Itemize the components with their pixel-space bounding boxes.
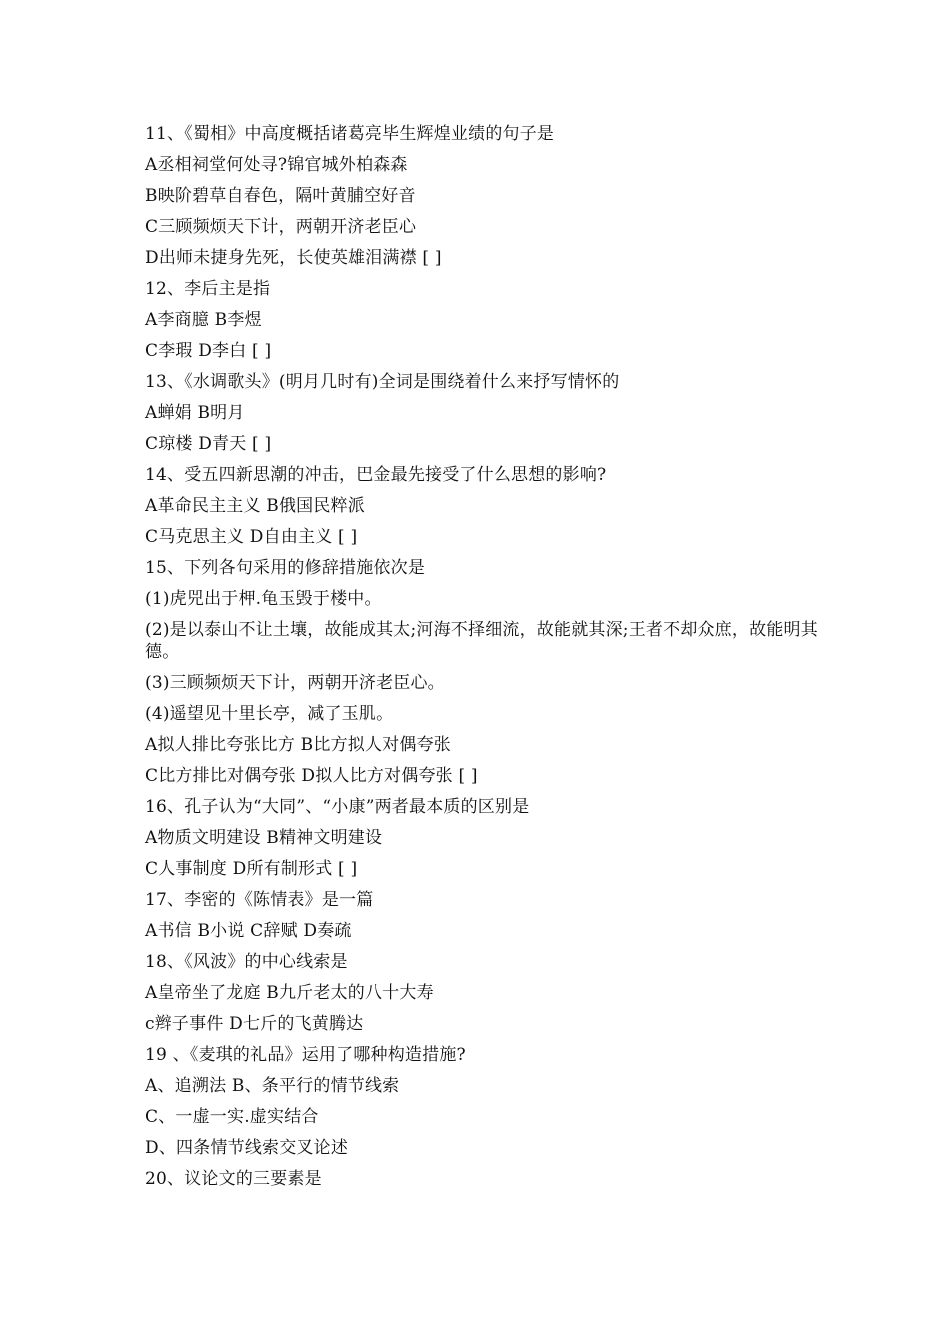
question-11: 11、《蜀相》中高度概括诸葛亮毕生辉煌业绩的句子是: [145, 124, 555, 144]
question-19: 19 、《麦琪的礼品》运用了哪种构造措施?: [145, 1045, 466, 1065]
question-17: 17、李密的《陈情表》是一篇: [145, 890, 374, 910]
question-13: 13、《水调歌头》(明月几时有)全词是围绕着什么来抒写情怀的: [145, 372, 620, 392]
sentence-line: (1)虎兕出于柙.龟玉毁于楼中。: [145, 589, 382, 609]
question-14: 14、受五四新思潮的冲击，巴金最先接受了什么思想的影响?: [145, 465, 607, 485]
sentence-line: (4)遥望见十里长亭，减了玉肌。: [145, 704, 394, 724]
question-16: 16、孔子认为“大同”、“小康”两者最本质的区别是: [145, 797, 530, 817]
option-line: A革命民主主义 B俄国民粹派: [145, 496, 365, 516]
option-line: C李瑕 D李白 [ ]: [145, 341, 272, 361]
question-18: 18、《风波》的中心线索是: [145, 952, 348, 972]
option-line: C马克思主义 D自由主义 [ ]: [145, 527, 358, 547]
sentence-line: (3)三顾频烦天下计，两朝开济老臣心。: [145, 673, 445, 693]
option-line: c辫子事件 D七斤的飞黄腾达: [145, 1014, 364, 1034]
option-line: A李商臆 B李煜: [145, 310, 262, 330]
question-20: 20、议论文的三要素是: [145, 1169, 322, 1189]
option-line: A蝉娟 B明月: [145, 403, 245, 423]
option-line: D出师未捷身先死，长使英雄泪满襟 [ ]: [145, 248, 442, 268]
option-line: C人事制度 D所有制形式 [ ]: [145, 859, 358, 879]
option-line: C琼楼 D青天 [ ]: [145, 434, 272, 454]
option-line: A物质文明建设 B精神文明建设: [145, 828, 383, 848]
option-line: B映阶碧草自春色，隔叶黄脯空好音: [145, 186, 416, 206]
question-12: 12、李后主是指: [145, 279, 271, 299]
option-line: A皇帝坐了龙庭 B九斤老太的八十大寿: [145, 983, 434, 1003]
question-15: 15、下列各句采用的修辞措施依次是: [145, 558, 426, 578]
option-line: C比方排比对偶夸张 D拟人比方对偶夸张 [ ]: [145, 766, 478, 786]
sentence-line: (2)是以泰山不让土壤，故能成其太;河海不择细流，故能就其深;王者不却众庶，故能明其德。: [145, 620, 818, 662]
question-list: [145, 123, 835, 1199]
option-line: D、四条情节线索交叉论述: [145, 1138, 349, 1158]
option-line: A丞相祠堂何处寻?锦官城外柏森森: [145, 155, 408, 175]
option-line: A书信 B小说 C辞赋 D奏疏: [145, 921, 352, 941]
option-line: C三顾频烦天下计，两朝开济老臣心: [145, 217, 417, 237]
option-line: A拟人排比夸张比方 B比方拟人对偶夸张: [145, 735, 451, 755]
option-line: C、一虚一实.虚实结合: [145, 1107, 319, 1127]
option-line: A、追溯法 B、条平行的情节线索: [145, 1076, 400, 1096]
